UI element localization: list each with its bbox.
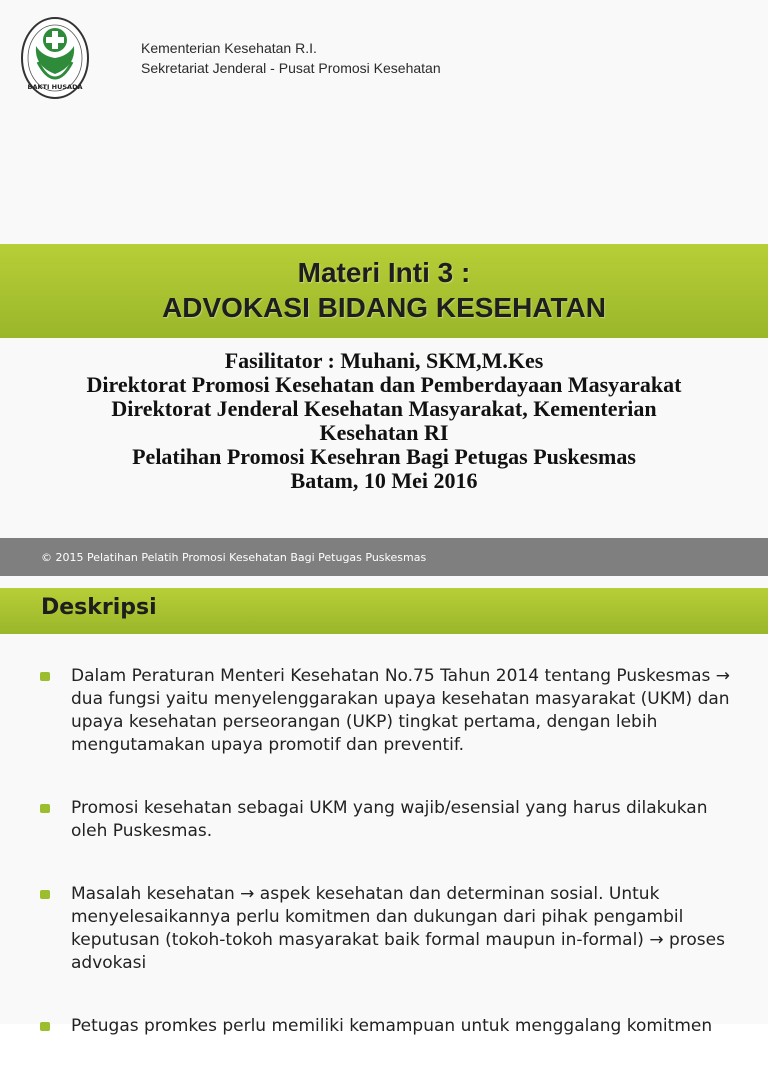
- list-item: [40, 883, 740, 975]
- heading-band: [0, 588, 768, 634]
- bullet-icon: [40, 890, 50, 899]
- bullet-icon: [40, 1022, 50, 1031]
- credit-training: Pelatihan Promosi Kesehran Bagi Petugas Puskesmas: [132, 444, 636, 469]
- bullet-icon: [40, 804, 50, 813]
- org-line-center: Sekretariat Jenderal - Pusat Promosi Kesehatan: [141, 60, 441, 76]
- title-band: [0, 244, 768, 338]
- credit-directorate-general: Direktorat Jenderal Kesehatan Masyarakat, Kementerian: [111, 396, 657, 421]
- credits-block: [0, 349, 768, 493]
- list-item-text: Dalam Peraturan Menteri Kesehatan No.75 Tahun 2014 tentang Puskesmas → dua fungsi yaitu menyelenggarakan upaya kesehatan masyarakat (UKM) dan upaya kesehatan perseorangan (UKP) tingkat pertama, dengan lebih mengutamakan upaya promotif dan preventif.: [71, 666, 731, 755]
- title-slide: [0, 0, 768, 538]
- slide-heading: Deskripsi: [41, 595, 157, 620]
- description-slide: [0, 576, 768, 1036]
- slide-title-line1: Materi Inti 3 :: [297, 257, 471, 288]
- bullet-icon: [40, 672, 50, 681]
- list-item-text: Petugas promkes perlu memiliki kemampuan untuk menggalang komitmen: [71, 1016, 713, 1036]
- copyright-text: © 2015 Pelatihan Pelatih Promosi Kesehatan Bagi Petugas Puskesmas: [41, 551, 427, 564]
- credit-facilitator: Fasilitator : Muhani, SKM,M.Kes: [224, 348, 544, 373]
- list-item: [40, 797, 740, 843]
- bullet-list: [40, 665, 740, 1078]
- list-item: [40, 1015, 740, 1038]
- list-item-text: Masalah kesehatan → aspek kesehatan dan determinan sosial. Untuk menyelesaikannya perlu komitmen dan dukungan dari pihak pengambil keputusan (tokoh-tokoh masyarakat baik formal maupun in-formal) → proses advokasi: [71, 884, 725, 973]
- org-line-ministry: Kementerian Kesehatan R.I.: [141, 40, 317, 56]
- credit-directorate: Direktorat Promosi Kesehatan dan Pemberdayaan Masyarakat: [86, 372, 682, 397]
- credit-ministry: Kesehatan RI: [319, 420, 449, 445]
- list-item: [40, 665, 740, 757]
- bakti-husada-logo-icon: [20, 16, 90, 100]
- svg-text:BAKTI HUSADA: BAKTI HUSADA: [27, 83, 83, 91]
- organization-header: [141, 38, 441, 78]
- slide-title-line2: ADVOKASI BIDANG KESEHATAN: [162, 292, 606, 323]
- list-item-text: Promosi kesehatan sebagai UKM yang wajib/esensial yang harus dilakukan oleh Puskesmas.: [71, 798, 708, 841]
- copyright-footer: [0, 538, 768, 576]
- credit-place-date: Batam, 10 Mei 2016: [290, 468, 478, 493]
